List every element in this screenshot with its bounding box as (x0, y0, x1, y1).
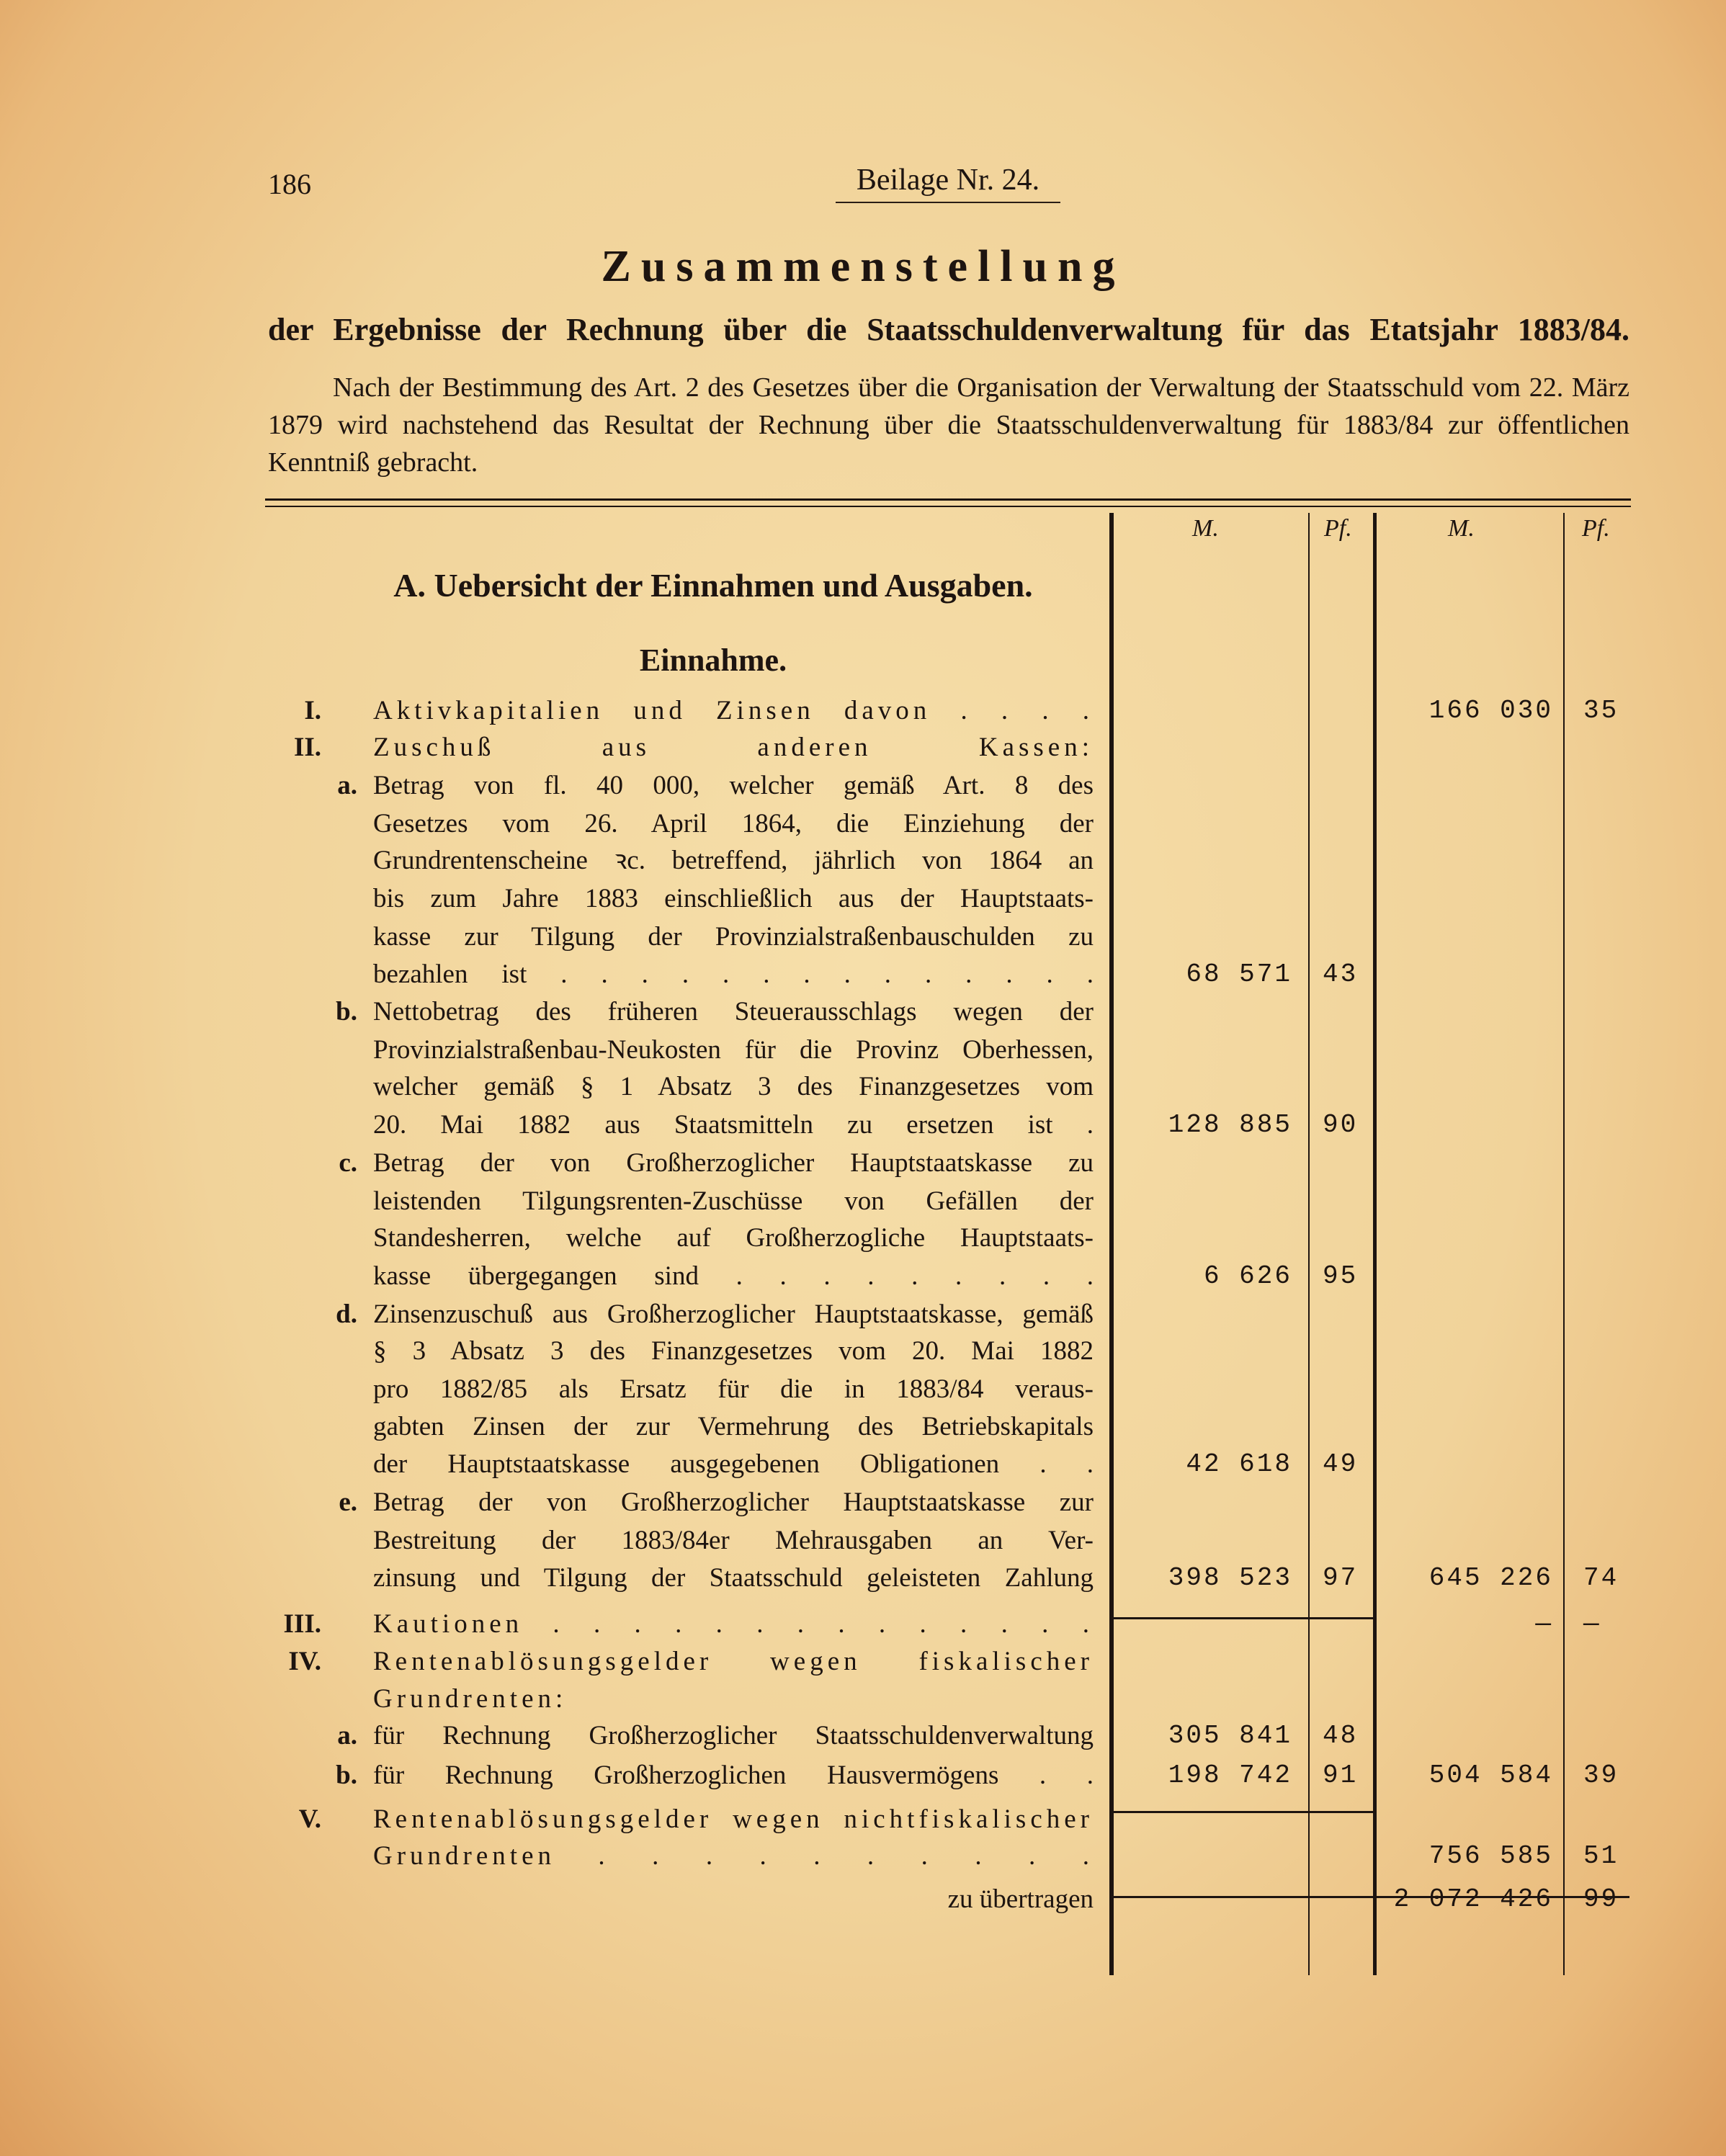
amount-pfennig: 95 (1323, 1261, 1359, 1291)
row-text: Bestreitung der 1883/84er Mehrausgaben an Ver- (373, 1526, 1094, 1555)
amount-mark: 398 523 (1168, 1563, 1292, 1593)
table-row (0, 1523, 1726, 1560)
table-row (0, 1718, 1726, 1755)
row-letter: a. (337, 1721, 357, 1750)
row-text: bezahlen ist . . . . . . . . . . . . . . (373, 960, 1094, 989)
table-row (0, 806, 1726, 844)
row-text: Provinzialstraßenbau-Neukosten für die Provinz Oberhessen, (373, 1035, 1094, 1065)
row-numeral: III. (283, 1609, 321, 1639)
row-letter: a. (337, 771, 357, 800)
table-row (0, 693, 1726, 730)
table-row (0, 1882, 1726, 1919)
row-text: Betrag der von Großherzoglicher Hauptstaatskasse zur (373, 1488, 1094, 1517)
table-row (0, 1644, 1726, 1681)
row-numeral: I. (304, 696, 321, 725)
table-row (0, 1032, 1726, 1070)
table-row (0, 1220, 1726, 1258)
table-row (0, 1107, 1726, 1145)
row-numeral: IV. (288, 1647, 321, 1676)
row-numeral: V. (298, 1804, 321, 1834)
row-text: zinsung und Tilgung der Staatsschuld geleisteten Zahlung (373, 1563, 1094, 1593)
table-row (0, 1560, 1726, 1598)
intro-paragraph: Nach der Bestimmung des Art. 2 des Gesetzes über die Organisation der Verwaltung der Staatsschuld vom 22. März 1879 wird nachstehend das Resultat der Rechnung über die Staatsschuldenverwaltung für 1883/84 zur öffentlichen Kenntniß gebracht. (268, 372, 1629, 478)
table-row (0, 768, 1726, 805)
row-letter: d. (336, 1300, 357, 1329)
row-text: Grundrenten: (373, 1684, 568, 1714)
row-letter: b. (336, 1761, 357, 1790)
table-row (0, 1333, 1726, 1371)
table-row (0, 919, 1726, 957)
total-mark: 756 585 (1428, 1841, 1553, 1871)
total-mark: — (1535, 1609, 1553, 1639)
amount-pfennig: 91 (1323, 1761, 1359, 1790)
row-letter: e. (339, 1488, 357, 1517)
table-row (0, 1145, 1726, 1183)
amount-mark: 128 885 (1168, 1110, 1292, 1140)
total-mark: 166 030 (1428, 696, 1553, 725)
amount-mark: 198 742 (1168, 1761, 1292, 1790)
row-text: Grundrenten . . . . . . . . . . (373, 1841, 1094, 1871)
page-number: 186 (268, 168, 311, 200)
row-text: bis zum Jahre 1883 einschließlich aus der Hauptstaats- (373, 884, 1094, 913)
row-text: Betrag von fl. 40 000, welcher gemäß Art. 8 des (373, 771, 1094, 800)
table-row (0, 730, 1726, 767)
row-text: leistenden Tilgungsrenten-Zuschüsse von Gefällen der (373, 1186, 1094, 1216)
total-mark: 645 226 (1428, 1563, 1553, 1593)
table-row (0, 1258, 1726, 1296)
table-row (0, 1184, 1726, 1221)
row-text: Rentenablösungsgelder wegen fiskalischer (373, 1647, 1094, 1676)
amount-pfennig: 97 (1323, 1563, 1359, 1593)
total-mark: 504 584 (1428, 1761, 1553, 1790)
supplement-label: Beilage Nr. 24. (836, 163, 1060, 203)
amount-mark: 68 571 (1186, 960, 1292, 989)
total-pfennig: 39 (1583, 1761, 1619, 1790)
table-row (0, 1838, 1726, 1876)
table-row (0, 994, 1726, 1032)
row-text: für Rechnung Großherzoglichen Hausvermögens . . (373, 1761, 1094, 1790)
row-text: Betrag der von Großherzoglicher Hauptstaatskasse zu (373, 1148, 1094, 1178)
table-row (0, 843, 1726, 880)
total-pfennig: 99 (1583, 1884, 1619, 1914)
row-text: Grundrentenscheine ꝛc. betreffend, jährlich von 1864 an (373, 846, 1094, 875)
row-text: 20. Mai 1882 aus Staatsmitteln zu ersetzen ist . (373, 1110, 1094, 1140)
table-row (0, 1681, 1726, 1719)
row-text: gabten Zinsen der zur Vermehrung des Betriebskapitals (373, 1412, 1094, 1441)
divider (265, 498, 1631, 501)
row-text: Gesetzes vom 26. April 1864, die Einziehung der (373, 809, 1094, 838)
row-text: für Rechnung Großherzoglicher Staatsschuldenverwaltung (373, 1721, 1094, 1750)
row-letter: c. (339, 1148, 357, 1178)
total-pfennig: 35 (1583, 696, 1619, 725)
header-pfennig-1: Pf. (1324, 515, 1352, 542)
table-row (0, 1372, 1726, 1409)
total-pfennig: — (1583, 1609, 1601, 1639)
table-row (0, 1409, 1726, 1446)
row-letter: b. (336, 997, 357, 1026)
header-mark-1: M. (1192, 515, 1219, 542)
row-text: welcher gemäß § 1 Absatz 3 des Finanzgesetzes vom (373, 1072, 1094, 1101)
row-text: Rentenablösungsgelder wegen nichtfiskalischer (373, 1804, 1094, 1834)
amount-pfennig: 43 (1323, 960, 1359, 989)
total-pfennig: 51 (1583, 1841, 1619, 1871)
amount-pfennig: 48 (1323, 1721, 1359, 1750)
table-row (0, 1802, 1726, 1839)
row-text: Standesherren, welche auf Großherzogliche Hauptstaats- (373, 1223, 1094, 1253)
row-numeral: II. (293, 733, 321, 762)
section-subtitle: Einnahme. (639, 643, 787, 678)
row-text: Zuschuß aus anderen Kassen: (373, 733, 1094, 762)
divider (265, 506, 1631, 507)
row-text: § 3 Absatz 3 des Finanzgesetzes vom 20. Mai 1882 (373, 1336, 1094, 1366)
header-pfennig-2: Pf. (1582, 515, 1610, 542)
row-text: kasse zur Tilgung der Provinzialstraßenbauschulden zu (373, 922, 1094, 952)
amount-mark: 42 618 (1186, 1449, 1292, 1479)
table-row (0, 1606, 1726, 1644)
header-mark-2: M. (1448, 515, 1475, 542)
row-text: pro 1882/85 als Ersatz für die in 1883/84 veraus- (373, 1374, 1094, 1404)
table-row (0, 1069, 1726, 1106)
row-text: Kautionen . . . . . . . . . . . . . . (373, 1609, 1094, 1639)
row-text: kasse übergegangen sind . . . . . . . . . (373, 1261, 1094, 1291)
table-row (0, 1446, 1726, 1484)
row-text: Zinsenzuschuß aus Großherzoglicher Hauptstaatskasse, gemäß (373, 1300, 1094, 1329)
table-row (0, 1485, 1726, 1522)
table-row (0, 957, 1726, 994)
section-title: A. Uebersicht der Einnahmen und Ausgaben. (393, 567, 1033, 604)
total-mark: 2 072 426 (1393, 1884, 1553, 1914)
amount-mark: 6 626 (1203, 1261, 1292, 1291)
document-subtitle: der Ergebnisse der Rechnung über die Staatsschuldenverwaltung für das Etatsjahr 1883/84. (268, 312, 1629, 347)
amount-mark: 305 841 (1168, 1721, 1292, 1750)
total-pfennig: 74 (1583, 1563, 1619, 1593)
table-row (0, 881, 1726, 918)
document-title: Zusammenstellung (601, 242, 1125, 291)
row-text: Nettobetrag des früheren Steuerausschlags wegen der (373, 997, 1094, 1026)
table-row (0, 1758, 1726, 1795)
row-text: zu übertragen (947, 1884, 1094, 1914)
amount-pfennig: 49 (1323, 1449, 1359, 1479)
row-text: der Hauptstaatskasse ausgegebenen Obligationen . . (373, 1449, 1094, 1479)
amount-pfennig: 90 (1323, 1110, 1359, 1140)
row-text: Aktivkapitalien und Zinsen davon . . . . (373, 696, 1094, 725)
table-row (0, 1297, 1726, 1334)
